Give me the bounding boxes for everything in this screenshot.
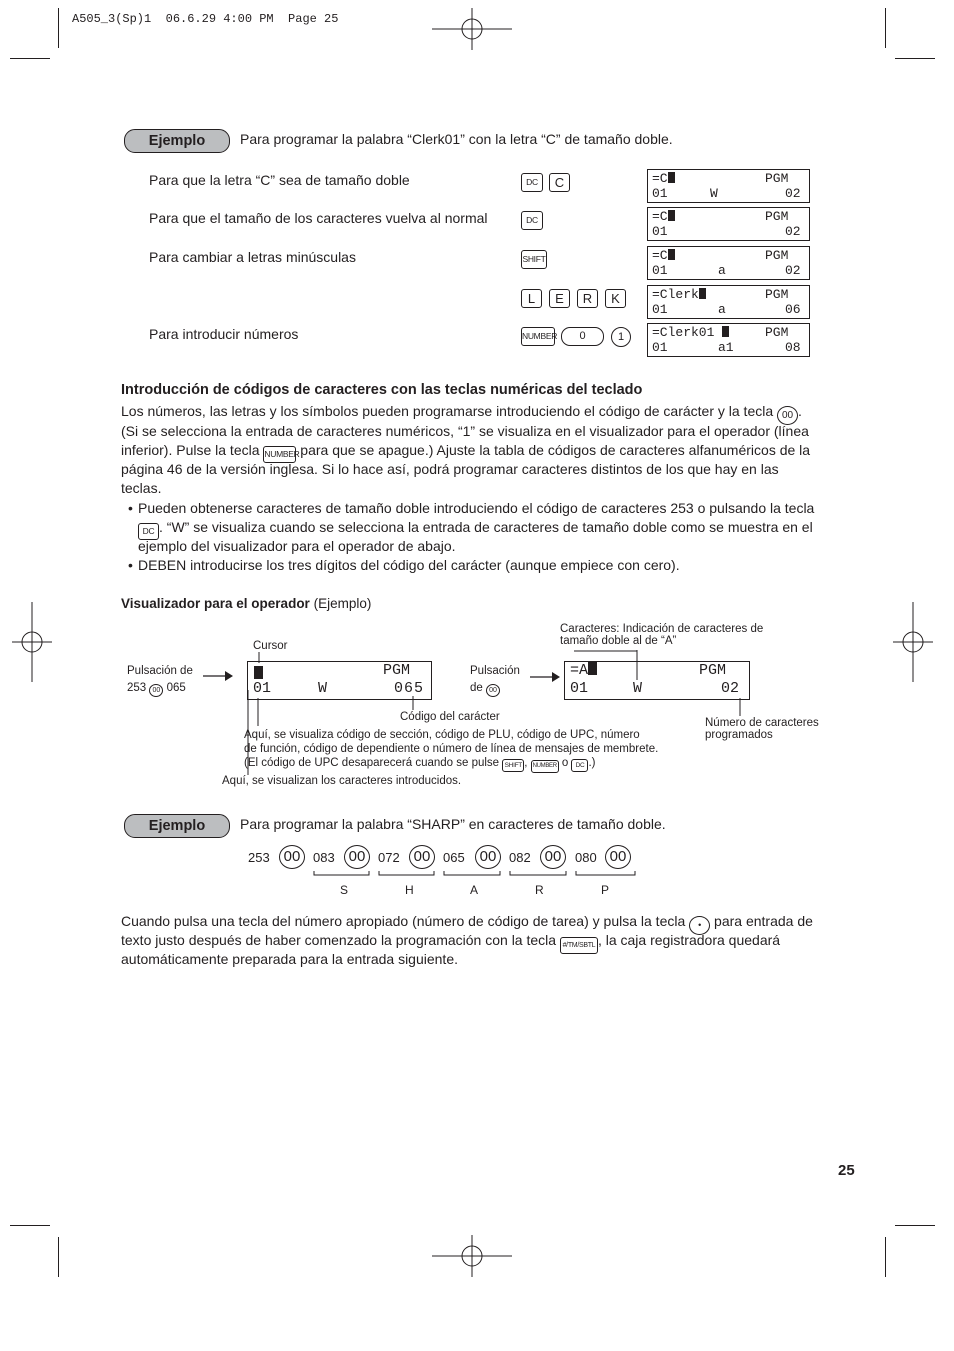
number-key: NUMBER: [521, 327, 555, 346]
number-key: NUMBER: [263, 446, 296, 463]
display-mode: a1: [718, 340, 734, 355]
press-label: 253 00 065: [127, 681, 186, 697]
dc-key: DC: [521, 211, 543, 230]
display-mode: W: [318, 680, 328, 697]
display-count: 08: [785, 340, 801, 355]
char-code: 083: [313, 850, 335, 865]
code-sequence: [248, 843, 648, 903]
paragraph-line: inferior). Pulse la tecla NUMBER para que se apague.) Ajuste la tabla de códigos de caracteres alfanuméricos de la: [121, 441, 810, 463]
letter-label: S: [340, 883, 349, 897]
display-line1: =A: [570, 662, 597, 679]
print-info: A505_3(Sp)1 06.6.29 4:00 PM Page 25: [72, 12, 339, 26]
key-00-icon: 00: [149, 684, 163, 697]
display-pgm: PGM: [765, 171, 789, 186]
crop-mark: [58, 1237, 59, 1277]
display-mode: W: [710, 186, 718, 201]
key-00-icon: 00: [279, 845, 305, 869]
display-pgm: PGM: [765, 325, 789, 340]
paragraph-line: (Si se selecciona la entrada de caracteres numéricos, “1” se visualiza en el visualizador para el operador (línea: [121, 423, 809, 439]
c-key: C: [549, 173, 570, 192]
note-line: Aquí, se visualiza código de sección, código de PLU, código de UPC, número: [244, 729, 640, 741]
display-line1: =C: [652, 209, 675, 224]
display-pgm: PGM: [765, 209, 789, 224]
crop-mark: [10, 1225, 50, 1226]
l-key: L: [521, 289, 542, 308]
step-label: Para cambiar a letras minúsculas: [149, 249, 356, 265]
display-line2: 01: [652, 302, 668, 317]
shift-key: SHIFT: [502, 759, 524, 772]
char-code: 082: [509, 850, 531, 865]
display-count: 02: [721, 680, 740, 697]
one-key: 1: [611, 327, 631, 347]
display-count: 02: [785, 263, 801, 278]
char-code: 072: [378, 850, 400, 865]
crop-mark: [895, 1225, 935, 1226]
display-count: 02: [785, 186, 801, 201]
display-line1: =Clerk: [652, 287, 706, 302]
bullet-line: DC . “W” se visualiza cuando se selecciona la entrada de caracteres de tamaño doble como se muestra en el: [138, 518, 813, 540]
step-label: Para que el tamaño de los caracteres vuelva al normal: [149, 210, 488, 226]
registration-mark-bottom: [432, 1235, 512, 1277]
bullet-dot: •: [128, 500, 133, 516]
example-intro: Para programar la palabra “Clerk01” con la letra “C” de tamaño doble.: [240, 131, 673, 147]
paragraph-line: página 46 de la versión inglesa. Si lo hace así, podrá programar caracteres distintos de los que hay en las: [121, 461, 779, 477]
key-00-icon: 00: [777, 406, 798, 425]
key-00-icon: 00: [540, 845, 566, 869]
k-key: K: [605, 289, 626, 308]
dc-key: DC: [571, 759, 588, 772]
dot-key-icon: •: [689, 916, 710, 935]
display-pgm: PGM: [699, 662, 727, 679]
bullet-dot: •: [128, 557, 133, 573]
paragraph-line: texto justo después de haber comenzado la programación con la tecla #/TM/SBTL , la caja registradora quedará: [121, 931, 780, 954]
display-line2: 01: [652, 224, 668, 239]
page-number: 25: [838, 1162, 855, 1179]
display-mode: W: [633, 680, 643, 697]
bullet-line: Pueden obtenerse caracteres de tamaño doble introduciendo el código de caracteres 253 o pulsando la tecla: [138, 500, 815, 516]
example-badge: Ejemplo: [124, 129, 230, 153]
key-00-icon: 00: [344, 845, 370, 869]
count-label: programados: [705, 729, 773, 741]
display-pgm: PGM: [383, 662, 411, 679]
note-line: (El código de UPC desaparecerá cuando se pulse SHIFT , NUMBER o DC .): [244, 756, 596, 773]
step-label: Para que la letra “C” sea de tamaño doble: [149, 172, 410, 188]
display-line2: 01: [652, 186, 668, 201]
cursor-label: Cursor: [253, 640, 288, 652]
paragraph-line: Los números, las letras y los símbolos pueden programarse introduciendo el código de carácter y la tecla 00 .: [121, 402, 802, 425]
press-label: Pulsación: [470, 665, 520, 677]
display-mode: a: [718, 263, 726, 278]
tm-sbtl-key: #/TM/SBTL: [560, 937, 598, 954]
display-line2: 01: [652, 340, 668, 355]
key-00-icon: 00: [605, 845, 631, 869]
note-line: Aquí, se visualizan los caracteres introducidos.: [222, 775, 462, 787]
e-key: E: [549, 289, 570, 308]
display-line1: =Clerk01: [652, 325, 729, 340]
display-code: 065: [394, 680, 425, 697]
zero-key: 0: [561, 327, 604, 346]
letter-label: R: [535, 883, 544, 897]
number-key: NUMBER: [531, 760, 559, 773]
code-label: Código del carácter: [400, 711, 500, 723]
brace-group: [308, 871, 643, 883]
display-count: 02: [785, 224, 801, 239]
display-mode: a: [718, 302, 726, 317]
letter-label: P: [601, 883, 610, 897]
press-label: Pulsación de: [127, 665, 193, 677]
display-count: 06: [785, 302, 801, 317]
crop-mark: [885, 1237, 886, 1277]
display-pgm: PGM: [765, 287, 789, 302]
letter-label: H: [405, 883, 414, 897]
char-code: 065: [443, 850, 465, 865]
paragraph-line: automáticamente preparada para la entrada siguiente.: [121, 951, 458, 967]
display-line1: =C: [652, 248, 675, 263]
display-line2: 01: [570, 680, 589, 697]
paragraph-line: Cuando pulsa una tecla del número apropiado (número de código de tarea) y pulsa la tecla • para entrada de: [121, 912, 813, 935]
char-code: 253: [248, 850, 270, 865]
count-label: Número de caracteres: [705, 717, 819, 729]
letter-label: A: [470, 883, 479, 897]
display-line2: 01: [253, 680, 272, 697]
dc-key: DC: [521, 173, 543, 192]
chars-label: Caracteres: Indicación de caracteres de: [560, 623, 764, 635]
diagram-title: Visualizador para el operador (Ejemplo): [121, 596, 372, 611]
display-line2: 01: [652, 263, 668, 278]
key-00-icon: 00: [409, 845, 435, 869]
r-key: R: [577, 289, 598, 308]
example-badge: Ejemplo: [124, 814, 230, 838]
bullet-line: ejemplo del visualizador para el operador de abajo.: [138, 538, 456, 554]
step-label: Para introducir números: [149, 326, 299, 342]
key-00-icon: 00: [475, 845, 501, 869]
note-line: de función, código de dependiente o número de línea de mensajes de membrete.: [244, 743, 659, 755]
section-heading: Introducción de códigos de caracteres con las teclas numéricas del teclado: [121, 382, 643, 398]
display-line1: =C: [652, 171, 675, 186]
display-pgm: PGM: [765, 248, 789, 263]
key-00-icon: 00: [486, 684, 500, 697]
dc-key: DC: [138, 523, 159, 540]
shift-key: SHIFT: [521, 250, 547, 269]
example-intro: Para programar la palabra “SHARP” en caracteres de tamaño doble.: [240, 816, 666, 832]
chars-label: tamaño doble al de “A”: [560, 635, 677, 647]
press-label: de 00: [470, 681, 500, 697]
paragraph-line: teclas.: [121, 480, 162, 496]
char-code: 080: [575, 850, 597, 865]
bullet-line: DEBEN introducirse los tres dígitos del código del carácter (aunque empiece con cero).: [138, 557, 680, 573]
